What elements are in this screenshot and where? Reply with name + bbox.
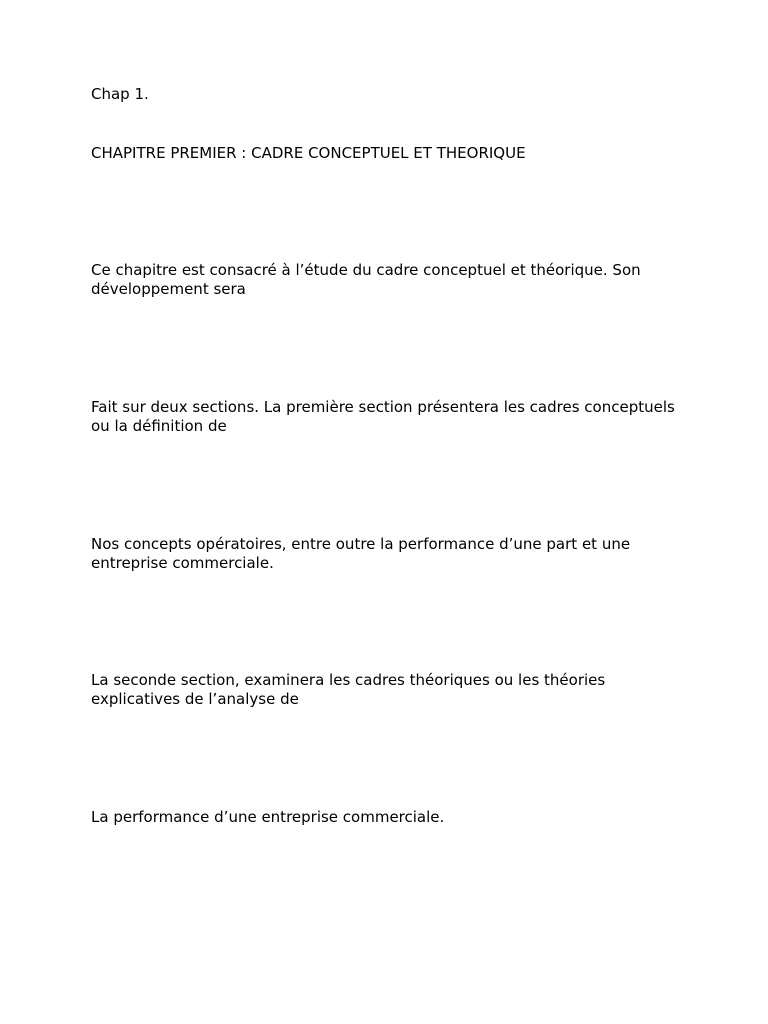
chapter-title: CHAPITRE PREMIER : CADRE CONCEPTUEL ET THEORIQUE [91, 144, 526, 162]
paragraph: Fait sur deux sections. La première section présentera les cadres conceptuels ou la définition de [91, 398, 675, 435]
paragraph: La seconde section, examinera les cadres théoriques ou les théories explicatives de l’analyse de [91, 671, 606, 708]
chapter-label: Chap 1. [91, 85, 149, 103]
paragraph: Ce chapitre est consacré à l’étude du cadre conceptuel et théorique. Son développement sera [91, 261, 641, 298]
paragraph: La performance d’une entreprise commerciale. [91, 808, 445, 826]
paragraph: Nos concepts opératoires, entre outre la performance d’une part et une entreprise commerciale. [91, 535, 631, 572]
